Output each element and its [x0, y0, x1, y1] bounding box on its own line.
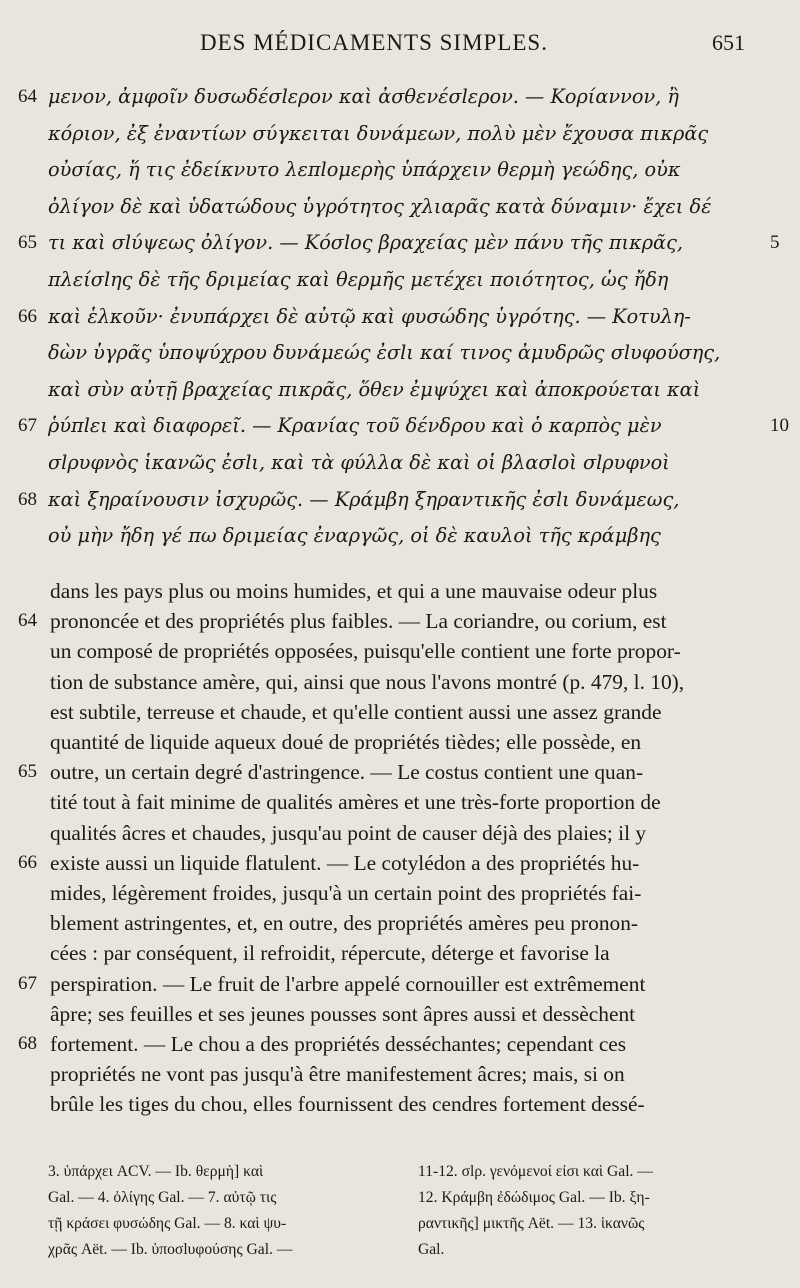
margin-section-number: 66 [18, 305, 37, 327]
french-line [0, 667, 800, 697]
greek-line [0, 448, 800, 478]
french-line [0, 848, 800, 878]
greek-line-text: δὼν ὑγρᾶς ὑποψύχρου δυνάμεώς ἐσlι καί τινος ἀμυδρῶς σlυφούσης, [48, 341, 721, 365]
margin-section-number: 64 [18, 610, 37, 632]
greek-line [0, 192, 800, 222]
greek-line [0, 375, 800, 405]
greek-line [0, 82, 800, 112]
greek-line [0, 265, 800, 295]
greek-line [0, 155, 800, 185]
greek-line-text: ῥύπlει καὶ διαφορεῖ. — Κρανίας τοῦ δένδρου καὶ ὁ καρπὸς μὲν [48, 414, 662, 438]
greek-line [0, 411, 800, 441]
french-line [0, 999, 800, 1029]
footnote-line: 3. ὑπάρχει ACV. — Ib. θερμὴ] καὶ [48, 1163, 264, 1180]
french-line-text: un composé de propriétés opposées, puisqu'elle contient une forte propor- [50, 639, 681, 664]
french-line-text: outre, un certain degré d'astringence. — Le costus contient une quan- [50, 760, 644, 785]
french-line-text: tion de substance amère, qui, ainsi que nous l'avons montré (p. 479, l. 10), [50, 669, 685, 694]
greek-line-text: κόριον, ἐξ ἐναντίων σύγκειται δυνάμεων, πολὺ μὲν ἔχουσα πικρᾶς [48, 121, 709, 145]
french-line [0, 576, 800, 606]
footnote-line: Gal. — 4. ὀλίγης Gal. — 7. αὐτῷ τις [48, 1189, 277, 1206]
french-line [0, 1059, 800, 1089]
margin-section-number: 65 [18, 761, 37, 783]
french-line-text: mides, légèrement froides, jusqu'à un certain point des propriétés fai- [50, 881, 642, 905]
page-number: 651 [712, 30, 745, 55]
running-header [0, 22, 800, 62]
french-line-text: propriétés ne vont pas jusqu'à être manifestement âcres; mais, si on [50, 1062, 625, 1087]
french-line [0, 878, 800, 908]
footnote-line: τῇ κράσει φυσώδης Gal. — 8. καὶ ψυ- [48, 1215, 287, 1232]
french-line-text: est subtile, terreuse et chaude, et qu'elle contient aussi une assez grande [50, 699, 662, 724]
greek-line-text: καὶ σὺν αὐτῇ βραχείας πικρᾶς, ὅθεν ἐμψύχει καὶ ἀποκρούεται καὶ [48, 377, 701, 401]
french-line [0, 818, 800, 848]
greek-line [0, 228, 800, 258]
margin-section-number: 66 [18, 851, 37, 873]
greek-line-text: οὐσίας, ἥ τις ἐδείκνυτο λεπlομερὴς ὑπάρχειν θερμὴ γεώδης, οὐκ [48, 158, 681, 182]
line-count-number: 5 [770, 232, 780, 254]
greek-line-text: καὶ ξηραίνουσιν ἰσχυρῶς. — Κράμβη ξηραντικῆς ἐσlι δυνάμεως, [48, 487, 680, 511]
french-line [0, 938, 800, 968]
greek-line-text: ὀλίγον δὲ καὶ ὑδατώδους ὑγρότητος χλιαρᾶς κατὰ δύναμιν· ἔχει δέ [48, 194, 712, 218]
french-line [0, 1029, 800, 1059]
margin-section-number: 65 [18, 232, 37, 254]
footnote-line: 12. Κράμβη ἐδώδιμος Gal. — Ib. ξη- [418, 1189, 650, 1206]
margin-section-number: 64 [18, 86, 37, 107]
greek-line [0, 119, 800, 149]
french-line-text: quantité de liquide aqueux doué de propriétés tièdes; elle possède, en [50, 730, 642, 754]
french-line-text: existe aussi un liquide flatulent. — Le cotylédon a des propriétés hu- [50, 850, 640, 875]
french-line-text: dans les pays plus ou moins humides, et qui a une mauvaise odeur plus [50, 579, 658, 603]
french-line-text: blement astringentes, et, en outre, des propriétés amères peu pronon- [50, 911, 639, 936]
french-line-text: qualités âcres et chaudes, jusqu'au point de causer déjà des plaies; il y [50, 820, 647, 845]
french-line-text: âpre; ses feuilles et ses jeunes pousses sont âpres aussi et dessèchent [50, 1001, 636, 1026]
french-line [0, 606, 800, 636]
footnote-line: ραντικῆς] μικτῆς Aët. — 13. ἱκανῶς [418, 1215, 645, 1232]
french-line [0, 697, 800, 727]
french-line-text: brûle les tiges du chou, elles fournissent des cendres fortement dessé- [50, 1092, 645, 1117]
greek-line [0, 521, 800, 551]
french-line-text: cées : par conséquent, il refroidit, répercute, déterge et favorise la [50, 941, 610, 966]
line-count-number: 10 [770, 415, 789, 437]
french-line-text: tité tout à fait minime de qualités amères et une très-forte proportion de [50, 790, 661, 815]
french-line-text: prononcée et des propriétés plus faibles. — La coriandre, ou corium, est [50, 609, 667, 634]
greek-line-text: οὐ μὴν ἤδη γέ πω δριμείας ἐναργῶς, οἱ δὲ καυλοὶ τῆς κράμβης [48, 524, 661, 548]
french-line-text: fortement. — Le chou a des propriétés desséchantes; cependant ces [50, 1032, 627, 1056]
french-line [0, 727, 800, 757]
french-line [0, 636, 800, 666]
greek-line-text: σlρυφνὸς ἱκανῶς ἐσlι, καὶ τὰ φύλλα δὲ καὶ οἱ βλασlοὶ σlρυφνοὶ [48, 451, 670, 474]
french-line [0, 1089, 800, 1119]
greek-line [0, 302, 800, 332]
footnote-line: Gal. [418, 1241, 445, 1258]
greek-line [0, 338, 800, 368]
greek-line [0, 485, 800, 515]
margin-section-number: 67 [18, 972, 37, 994]
greek-line-text: πλείσlης δὲ τῆς δριμείας καὶ θερμῆς μετέχει ποιότητος, ὡς ἤδη [48, 268, 669, 291]
running-title: DES MÉDICAMENTS SIMPLES. [200, 30, 548, 55]
french-line [0, 787, 800, 817]
margin-section-number: 67 [18, 415, 37, 437]
footnote-line: χρᾶς Aët. — Ib. ὑποσlυφούσης Gal. — [48, 1241, 293, 1258]
greek-line-text: καὶ ἑλκοῦν· ἐνυπάρχει δὲ αὐτῷ καὶ φυσώδης ὑγρότης. — Κοτυλη- [48, 304, 691, 328]
footnote-line: 11-12. σlρ. γενόμενοί εἰσι καὶ Gal. — [418, 1163, 653, 1180]
margin-section-number: 68 [18, 488, 37, 510]
french-line [0, 757, 800, 787]
margin-section-number: 68 [18, 1033, 37, 1054]
french-line-text: perspiration. — Le fruit de l'arbre appelé cornouiller est extrêmement [50, 971, 646, 996]
french-line [0, 908, 800, 938]
greek-line-text: τι καὶ σlύψεως ὀλίγον. — Κόσlος βραχείας μὲν πάνυ τῆς πικρᾶς, [48, 231, 684, 255]
french-line [0, 969, 800, 999]
greek-line-text: μενον, ἀμφοῖν δυσωδέσlερον καὶ ἀσθενέσlερον. — Κορίαννον, ἢ [48, 85, 679, 108]
